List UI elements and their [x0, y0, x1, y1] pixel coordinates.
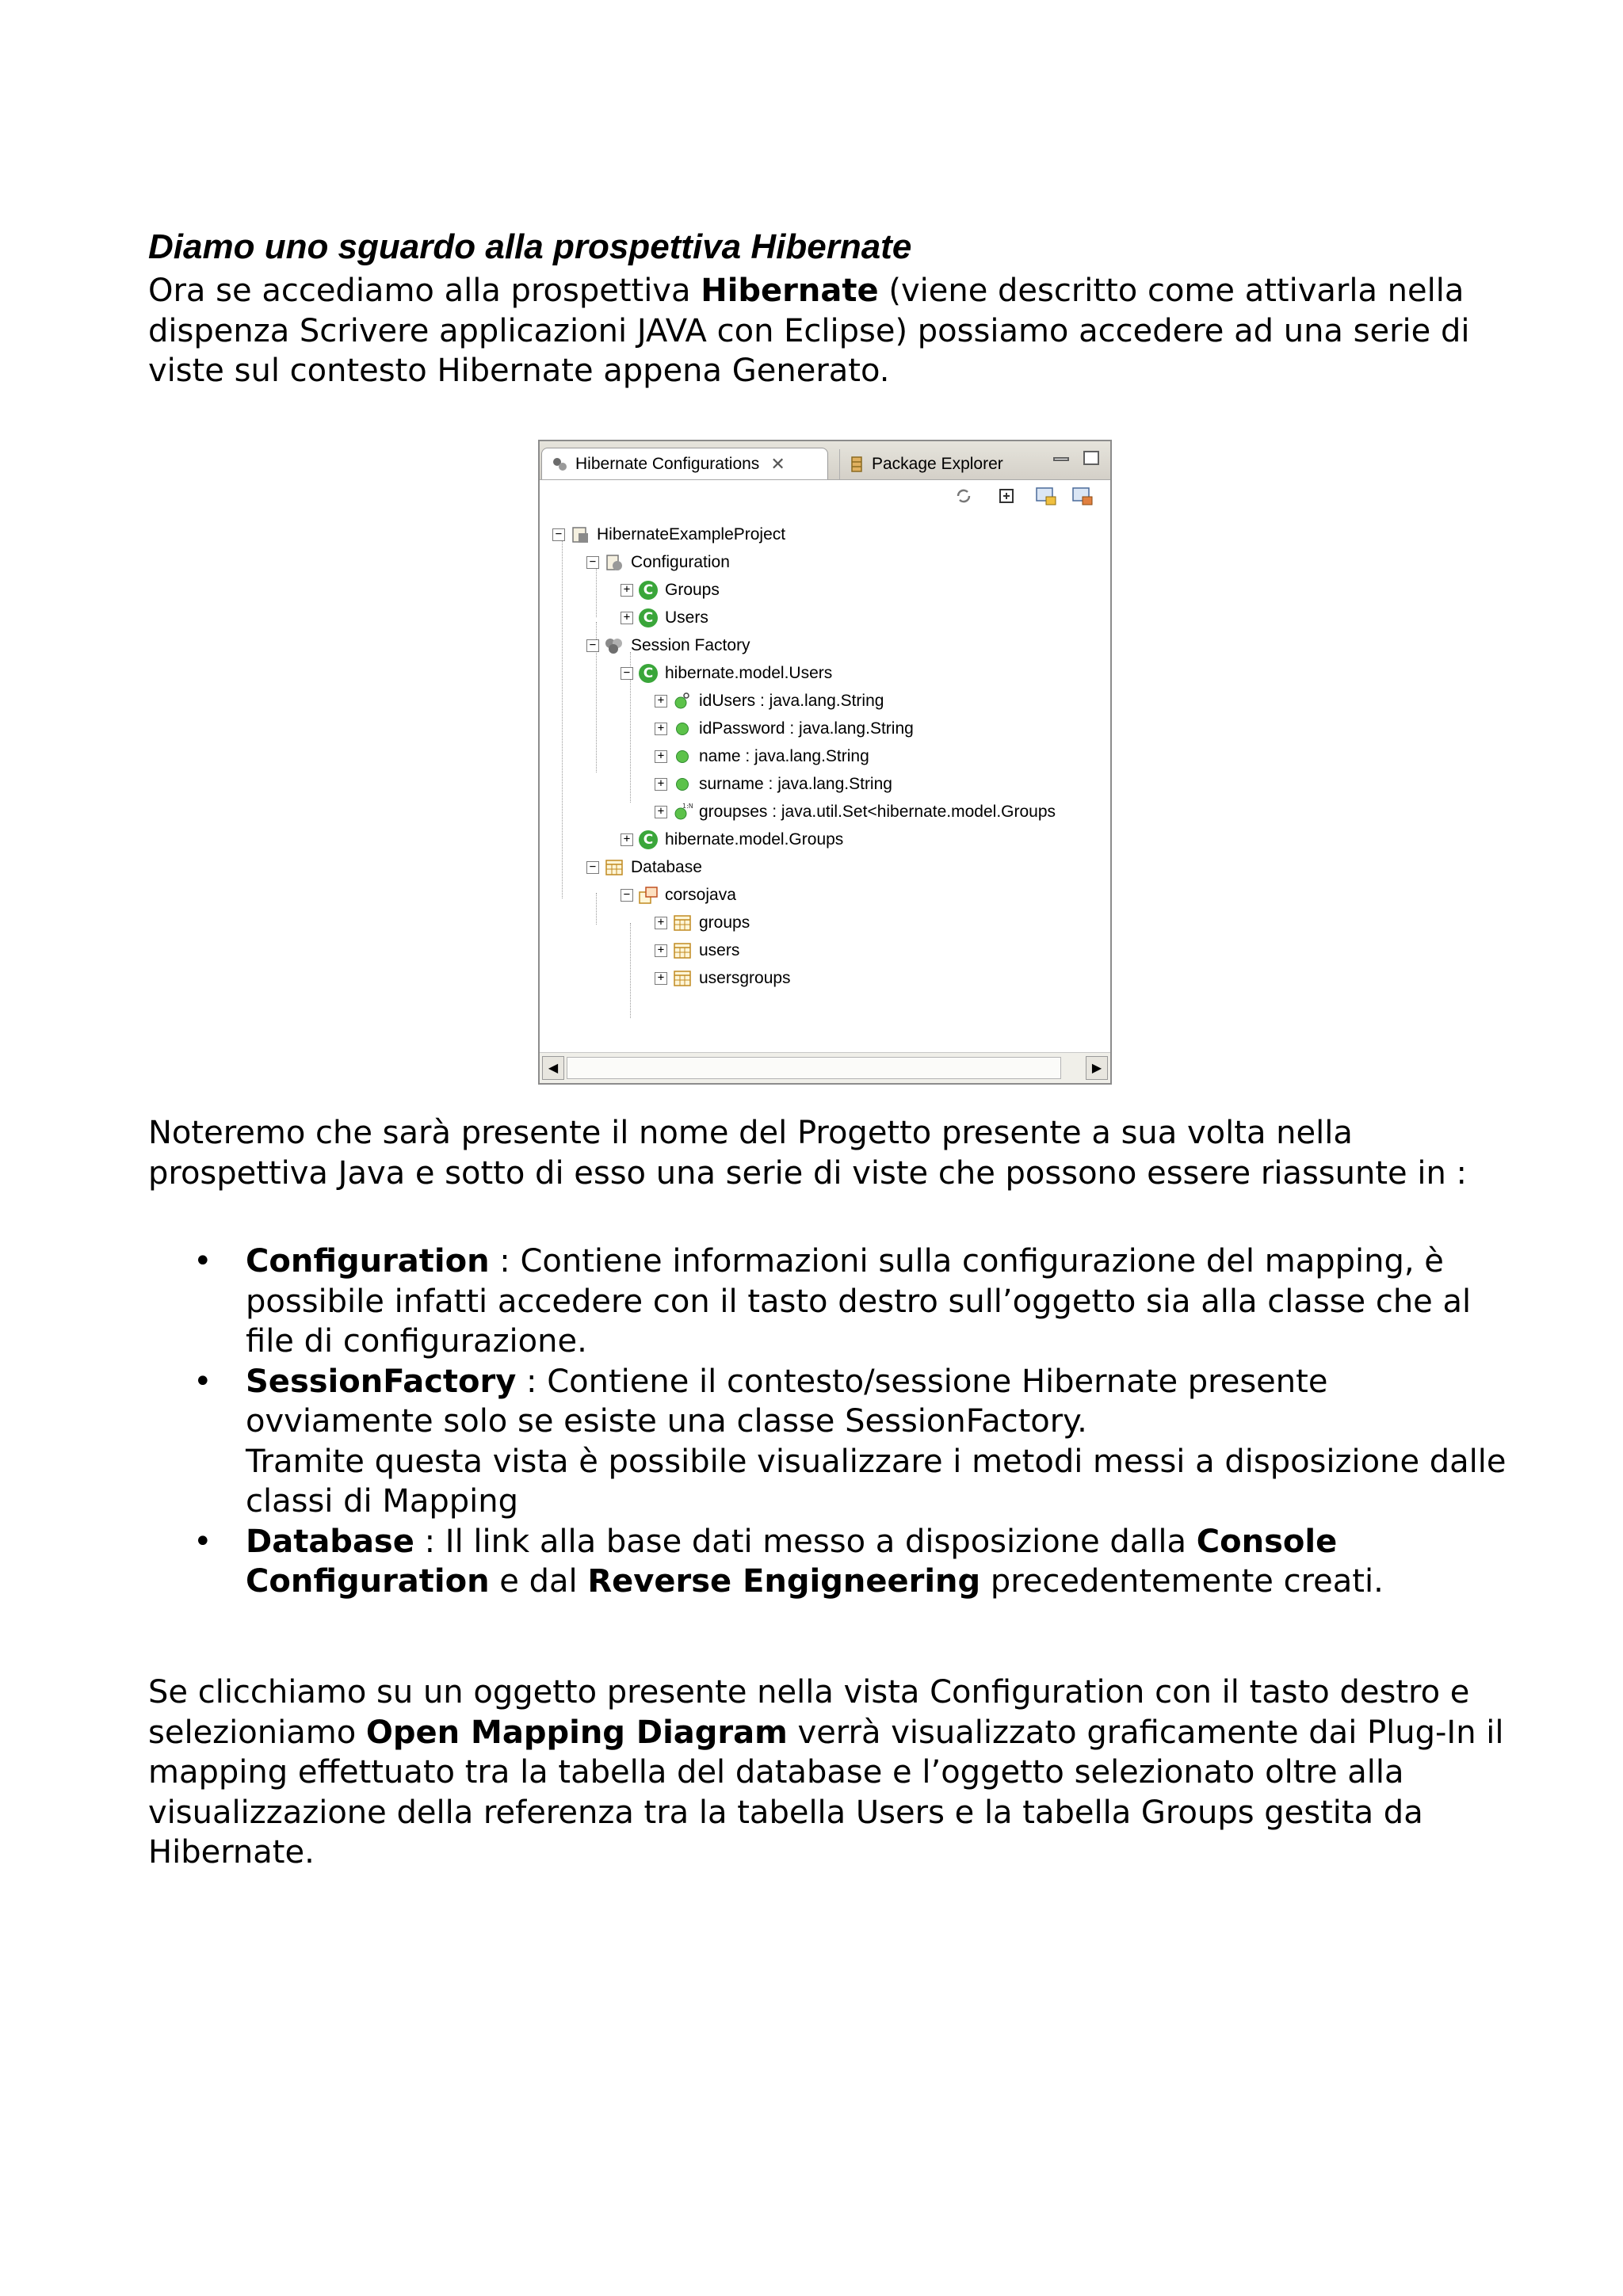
tree-label: Groups [665, 580, 720, 599]
section-heading: Diamo uno sguardo alla prospettiva Hibernate [148, 227, 912, 266]
tree-item-model-users[interactable] [621, 659, 832, 687]
tree-item-session-factory[interactable] [586, 631, 750, 659]
hibernate-config-icon [552, 456, 569, 473]
bullet-text: : Contiene informazioni sulla configurazione del mapping, è possibile infatti accedere con il tasto destro sull’oggetto sia alla classe che al file di configurazione. [246, 1243, 1472, 1360]
list-item [148, 1362, 1511, 1522]
collection-field-icon [672, 802, 693, 822]
summary-paragraph: Noteremo che sarà presente il nome del Progetto presente a sua volta nella prospettiva Java e sotto di esso una serie di viste che possono essere riassunte in : [148, 1115, 1467, 1192]
tree-label: corsojava [665, 885, 736, 904]
tree-item-table[interactable] [655, 964, 791, 992]
scroll-left-icon[interactable]: ◀ [542, 1056, 564, 1080]
scroll-thumb[interactable] [567, 1057, 1061, 1079]
tab-package-explorer[interactable] [839, 449, 1022, 479]
tree-label: hibernate.model.Users [665, 663, 833, 682]
tree-item-field[interactable] [655, 742, 869, 770]
tree-item-users[interactable] [621, 604, 708, 631]
expand-icon[interactable]: + [621, 612, 633, 624]
collapse-all-icon[interactable] [995, 485, 1018, 507]
tree-label: hibernate.model.Groups [665, 830, 844, 849]
list-item [148, 1241, 1511, 1362]
tree-item-field[interactable] [655, 715, 914, 742]
bullet-text: : Contiene il contesto/sessione Hibernate presente ovviamente solo se esiste una classe SessionFactory. [246, 1363, 1328, 1440]
database-icon [604, 857, 624, 878]
views-bullet-list [148, 1241, 1511, 1602]
scroll-right-icon[interactable]: ▶ [1086, 1056, 1108, 1080]
class-icon: C [638, 830, 659, 850]
horizontal-scrollbar[interactable] [540, 1052, 1110, 1083]
project-icon [570, 524, 590, 545]
bullet-icon: • [193, 1243, 212, 1280]
tree-label: groups [699, 913, 750, 932]
tree-label: Database [631, 857, 702, 876]
bullet-text: : Il link alla base dati messo a disposizione dalla [414, 1523, 1197, 1560]
expand-icon[interactable]: + [655, 917, 667, 929]
collapse-icon[interactable]: − [552, 528, 565, 541]
tree-label: usersgroups [699, 968, 791, 987]
intro-bold: Hibernate [701, 273, 879, 309]
closing-paragraph [148, 1672, 1511, 1873]
bullet-term: SessionFactory [246, 1363, 517, 1400]
bullet-text: e dal [489, 1563, 588, 1600]
table-icon [672, 913, 693, 933]
tab-label: Hibernate Configurations [575, 454, 760, 473]
collapse-icon[interactable]: − [586, 639, 599, 652]
close-icon[interactable]: ✕ [770, 453, 785, 474]
tree-label: idUsers : java.lang.String [699, 691, 884, 710]
expand-icon[interactable]: + [621, 833, 633, 846]
field-icon [672, 719, 693, 739]
tree-label: Users [665, 608, 708, 627]
tree-label: Session Factory [631, 635, 750, 654]
expand-icon[interactable]: + [655, 750, 667, 763]
closing-text-2: verrà visualizzato graficamente dai Plug-In il mapping effettuato tra la tabella del database e l’oggetto selezionato oltre alla visualizzazione della referenza tra la tabella Users e la tabella Groups gestita da Hibernate. [148, 1714, 1504, 1871]
intro-text-2: (viene descritto come attivarla nella dispenza Scrivere applicazioni JAVA con Eclipse) possiamo accedere ad una serie di viste sul contesto Hibernate appena Generato. [148, 273, 1470, 389]
intro-paragraph [148, 271, 1495, 391]
maximize-icon[interactable] [1083, 451, 1099, 465]
bullet-bold-reverse: Reverse Engigneering [587, 1563, 981, 1600]
table-icon [672, 940, 693, 961]
package-explorer-icon [848, 456, 865, 473]
collapse-icon[interactable]: − [586, 556, 599, 569]
tree-label: name : java.lang.String [699, 746, 869, 765]
document-page [148, 227, 1495, 391]
tree-item-model-groups[interactable] [621, 826, 843, 853]
tree-item-field[interactable] [655, 770, 892, 798]
view-toolbar [540, 480, 1110, 512]
expand-icon[interactable]: + [655, 695, 667, 707]
tree-item-schema[interactable] [621, 881, 736, 909]
criteria-editor-icon[interactable] [1071, 485, 1094, 507]
field-icon [672, 746, 693, 767]
expand-icon[interactable]: + [655, 972, 667, 985]
tree-item-configuration[interactable] [586, 548, 730, 576]
collapse-icon[interactable]: − [621, 889, 633, 902]
expand-icon[interactable]: + [655, 806, 667, 818]
tree-label: Configuration [631, 552, 730, 571]
tree-item-database[interactable] [586, 853, 702, 881]
id-field-icon [672, 691, 693, 711]
expand-icon[interactable]: + [655, 944, 667, 957]
hql-editor-icon[interactable] [1034, 485, 1058, 507]
intro-text-1: Ora se accediamo alla prospettiva [148, 273, 701, 309]
bullet-icon: • [193, 1523, 212, 1560]
bullet-term: Database [246, 1523, 414, 1560]
tree-label: surname : java.lang.String [699, 774, 892, 793]
view-tab-bar [540, 441, 1110, 480]
tree-label: idPassword : java.lang.String [699, 719, 914, 738]
closing-text-1: Se clicchiamo su un oggetto presente nella vista Configuration con il tasto destro e selezioniamo [148, 1674, 1470, 1751]
collapse-icon[interactable]: − [621, 667, 633, 680]
field-icon [672, 774, 693, 795]
refresh-icon[interactable] [952, 485, 976, 507]
bullet-bold-console: Console Configuration [246, 1523, 1338, 1600]
collapse-icon[interactable]: − [586, 861, 599, 874]
expand-icon[interactable]: + [655, 778, 667, 791]
bullet-extra-text: Tramite questa vista è possibile visualizzare i metodi messi a disposizione dalle classi di Mapping [246, 1443, 1507, 1520]
minimize-icon[interactable] [1053, 457, 1069, 461]
list-item [148, 1522, 1511, 1602]
tree-item-table[interactable] [655, 909, 750, 936]
tab-hibernate-configurations[interactable] [541, 448, 828, 479]
tree-item-project[interactable] [552, 521, 785, 548]
tree-item-groups[interactable] [621, 576, 720, 604]
tab-label: Package Explorer [872, 455, 1003, 473]
configuration-tree [540, 521, 1110, 1051]
bullet-text: precedentemente creati. [980, 1563, 1384, 1600]
bullet-icon: • [193, 1363, 212, 1400]
expand-icon[interactable]: + [621, 584, 633, 597]
schema-icon [638, 885, 659, 906]
tree-item-field[interactable] [655, 798, 1056, 826]
configuration-icon [604, 552, 624, 573]
tree-label: users [699, 940, 740, 959]
tree-label: HibernateExampleProject [597, 524, 786, 543]
expand-icon[interactable]: + [655, 723, 667, 735]
closing-bold: Open Mapping Diagram [365, 1714, 788, 1751]
tree-item-field[interactable] [655, 687, 884, 715]
class-icon: C [638, 608, 659, 628]
class-icon: C [638, 663, 659, 684]
svg-text:1:N: 1:N [682, 802, 693, 810]
bullet-term: Configuration [246, 1243, 490, 1280]
session-factory-icon [604, 635, 624, 656]
hibernate-view-screenshot [538, 440, 1112, 1085]
table-icon [672, 968, 693, 989]
class-icon: C [638, 580, 659, 601]
tree-item-table[interactable] [655, 936, 739, 964]
tree-label: groupses : java.util.Set<hibernate.model.Groups [699, 802, 1056, 821]
